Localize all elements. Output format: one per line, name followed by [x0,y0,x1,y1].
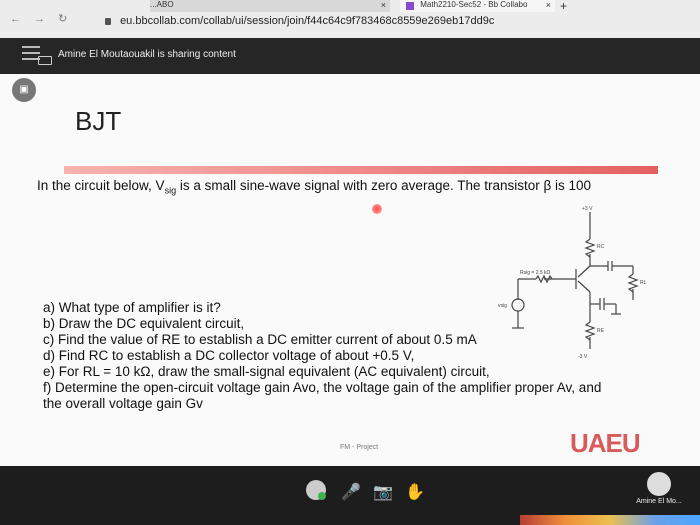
question-item: b) Draw the DC equivalent circuit, [43,316,245,331]
rsig-label: Rsig = 2.5 kΩ [520,270,551,276]
question-item: the overall voltage gain Gv [43,396,203,411]
question-item: a) What type of amplifier is it? [43,300,221,315]
slide-layout-icon: ▣ [12,78,36,102]
taskbar-dock[interactable] [520,515,700,525]
browser-tab-right[interactable] [400,0,555,12]
rl-label: RL [640,280,647,286]
presenter-name: Amine El Mo... [636,498,682,505]
lock-icon [105,18,111,25]
raise-hand-icon[interactable]: ✋ [405,484,425,501]
rc-label: RC [597,244,605,250]
forward-icon[interactable]: → [34,13,46,25]
question-item: f) Determine the open-circuit voltage gain Avo, the voltage gain of the amplifier proper Av, and [43,380,602,395]
browser-chrome [0,0,700,38]
navigation-controls [10,12,77,25]
share-status-text: Amine El Moutaouakil is sharing content [58,49,236,60]
new-tab-button[interactable]: + [560,0,568,13]
tab-left-title: ...ABO [150,0,174,9]
status-indicator [318,492,326,500]
screen-share-icon [38,56,52,65]
problem-statement: In the circuit below, $V_{sig}$ is a small sine-wave signal with zero average. The transistor β is 100 [37,178,592,196]
bjt-circuit-diagram [488,204,663,364]
slide-footer: FM - Project [340,444,379,451]
laser-pointer [372,204,382,214]
close-tab-icon[interactable]: × [380,0,386,10]
collaborate-header [0,38,700,74]
presenter-card [626,472,692,505]
question-item: c) Find the value of RE to establish a DC emitter current of about 0.5 mA [43,332,477,347]
close-tab-icon[interactable]: × [545,0,551,10]
question-item: e) For RL = 10 kΩ, draw the small-signal equivalent (AC equivalent) circuit, [43,364,490,379]
re-label: RE [597,328,604,334]
vsig-label: vsig [498,303,507,309]
url-text: eu.bbcollab.com/collab/ui/session/join/f44c64c9f783468c8559e269eb17dd9c [120,15,495,27]
vee-label: -3 V [578,354,588,360]
reload-icon[interactable]: ↻ [58,13,68,25]
blackboard-logo-icon [406,2,414,10]
question-item: d) Find RC to establish a DC collector voltage of about +0.5 V, [43,348,415,363]
presenter-avatar [647,472,671,496]
tab-right-title: Math2210-Sec52 - Bb Collabo [420,0,528,9]
shared-slide [0,74,700,466]
vcc-label: +3 V [582,206,593,212]
title-underline [64,166,658,174]
slide-title: BJT [75,106,122,136]
microphone-off-icon[interactable]: 🎤 [341,484,361,501]
address-bar[interactable] [105,15,494,27]
camera-off-icon[interactable]: 📷 [373,484,393,501]
browser-tab-left[interactable] [150,0,390,12]
university-logo: UAEU [570,428,640,458]
back-icon[interactable]: ← [10,13,21,25]
